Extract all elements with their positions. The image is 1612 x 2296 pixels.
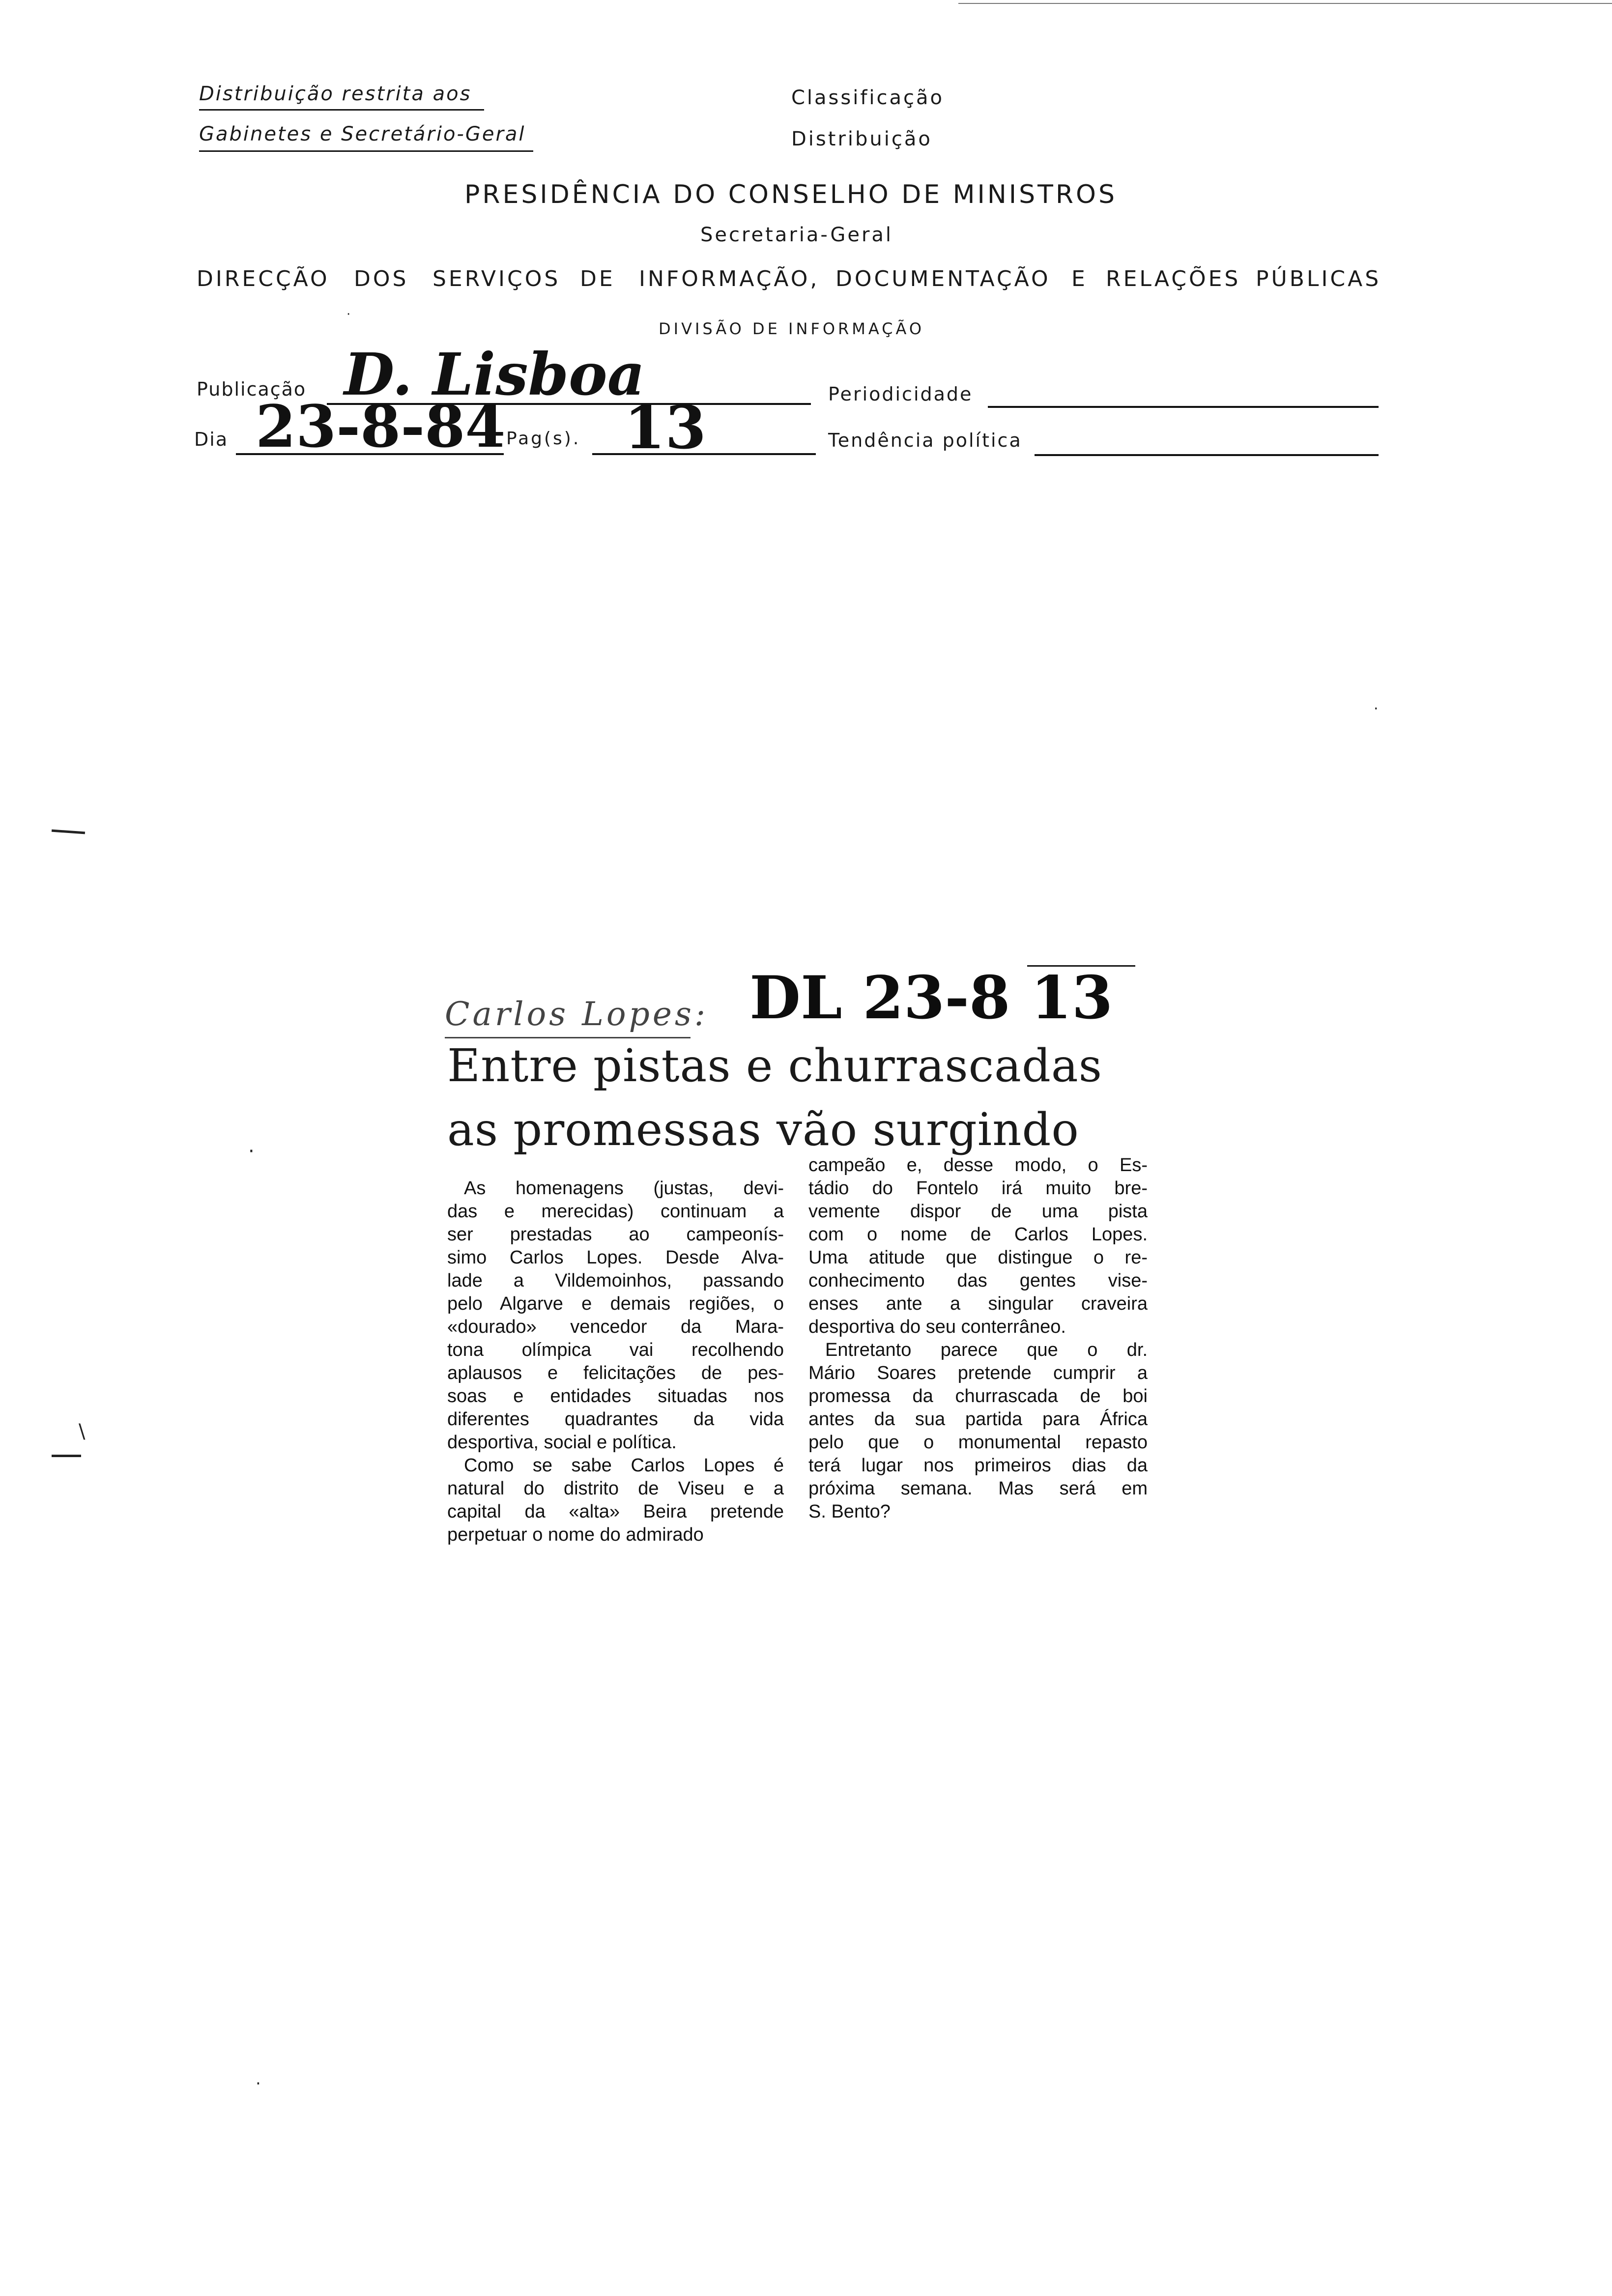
directorate-word: DOCUMENTAÇÃO — [835, 266, 1051, 291]
article-line: conhecimento das gentes vise- — [808, 1270, 1148, 1291]
restriction-underline — [199, 150, 533, 152]
publication-handwritten: D. Lisboa — [344, 340, 645, 408]
article-column-1 — [447, 1177, 784, 1547]
directorate-word: E — [1071, 266, 1088, 291]
article-line: desportiva do seu conterrâneo. — [808, 1317, 1066, 1337]
article-line: lade a Vildemoinhos, passando — [447, 1270, 784, 1291]
scan-dot: · — [248, 1140, 255, 1163]
article-line: As homenagens (justas, devi- — [464, 1178, 784, 1199]
day-label: Dia — [194, 429, 229, 450]
directorate-word: RELAÇÕES — [1106, 266, 1241, 291]
directorate-word: DOS — [354, 266, 409, 291]
article-line: perpetuar o nome do admirado — [447, 1524, 704, 1545]
scan-dot: · — [1374, 700, 1379, 718]
directorate-word: DIRECÇÃO — [197, 266, 330, 291]
article-line: Como se sabe Carlos Lopes é — [464, 1455, 784, 1476]
kicker-underline — [445, 1037, 691, 1038]
secretariat: Secretaria-Geral — [700, 224, 893, 246]
article-line: próxima semana. Mas será em — [808, 1478, 1148, 1499]
article-line: Entretanto parece que o dr. — [825, 1340, 1148, 1360]
article-line: pelo que o monumental repasto — [808, 1432, 1148, 1453]
article-line: das e merecidas) continuam a — [447, 1201, 784, 1222]
pages-label: Pag(s). — [506, 429, 581, 449]
article-line: antes da sua partida para África — [808, 1409, 1148, 1430]
article-line: campeão e, desse modo, o Es- — [808, 1155, 1148, 1176]
article-line: pelo Algarve e demais regiões, o — [447, 1293, 784, 1314]
article-column-2 — [808, 1154, 1148, 1523]
article-line: vemente dispor de uma pista — [808, 1201, 1148, 1222]
headline-line-2: as promessas vão surgindo — [447, 1103, 1079, 1156]
article-line: ser prestadas ao campeonís- — [447, 1224, 784, 1245]
article-line: simo Carlos Lopes. Desde Alva- — [447, 1247, 784, 1268]
political-tendency-label: Tendência política — [828, 430, 1022, 451]
article-line: Mário Soares pretende cumprir a — [808, 1363, 1148, 1383]
restriction-line-1: Distribuição restrita aos — [199, 83, 472, 105]
restriction-underline — [199, 109, 484, 111]
headline-line-1: Entre pistas e churrascadas — [447, 1039, 1102, 1092]
article-line: desportiva, social e política. — [447, 1432, 677, 1453]
political-tendency-line — [1035, 454, 1379, 456]
article-line: aplausos e felicitações de pes- — [447, 1363, 784, 1383]
directorate-word: DE — [580, 266, 615, 291]
scan-mark — [52, 830, 85, 834]
article-line: enses ante a singular craveira — [808, 1293, 1148, 1314]
day-handwritten: 23-8-84 — [256, 392, 506, 460]
scan-dot: · — [256, 2074, 261, 2094]
directorate-word: PÚBLICAS — [1256, 266, 1382, 291]
distribution-label: Distribuição — [791, 128, 932, 150]
article-line: «dourado» vencedor da Mara- — [447, 1317, 784, 1337]
scan-edge-line — [958, 3, 1612, 4]
division-label: DIVISÃO DE INFORMAÇÃO — [659, 319, 925, 338]
ministry-title: PRESIDÊNCIA DO CONSELHO DE MINISTROS — [464, 180, 1117, 209]
article-line: natural do distrito de Viseu e a — [447, 1478, 784, 1499]
scan-mark: \ — [79, 1420, 86, 1443]
periodicity-line — [988, 406, 1379, 408]
article-line: com o nome de Carlos Lopes. — [808, 1224, 1148, 1245]
periodicity-label: Periodicidade — [828, 383, 973, 405]
clipping-kicker: Carlos Lopes: — [445, 995, 709, 1033]
scan-mark — [52, 1455, 81, 1457]
publication-label: Publicação — [197, 378, 307, 400]
article-line: S. Bento? — [808, 1501, 891, 1522]
clipping-handwritten-note: DL 23-8 13 — [749, 963, 1113, 1033]
restriction-line-2: Gabinetes e Secretário-Geral — [199, 123, 526, 145]
scan-dot: · — [346, 307, 351, 322]
pages-handwritten: 13 — [624, 393, 706, 462]
article-line: capital da «alta» Beira pretende — [447, 1501, 784, 1522]
article-line: Uma atitude que distingue o re- — [808, 1247, 1148, 1268]
article-line: promessa da churrascada de boi — [808, 1386, 1148, 1406]
classification-label: Classificação — [791, 86, 945, 109]
directorate-word: INFORMAÇÃO, — [639, 266, 820, 291]
article-line: terá lugar nos primeiros dias da — [808, 1455, 1148, 1476]
article-line: tona olímpica vai recolhendo — [447, 1340, 784, 1360]
article-line: tádio do Fontelo irá muito bre- — [808, 1178, 1148, 1199]
directorate-word: SERVIÇOS — [432, 266, 561, 291]
article-line: soas e entidades situadas nos — [447, 1386, 784, 1406]
article-line: diferentes quadrantes da vida — [447, 1409, 784, 1430]
